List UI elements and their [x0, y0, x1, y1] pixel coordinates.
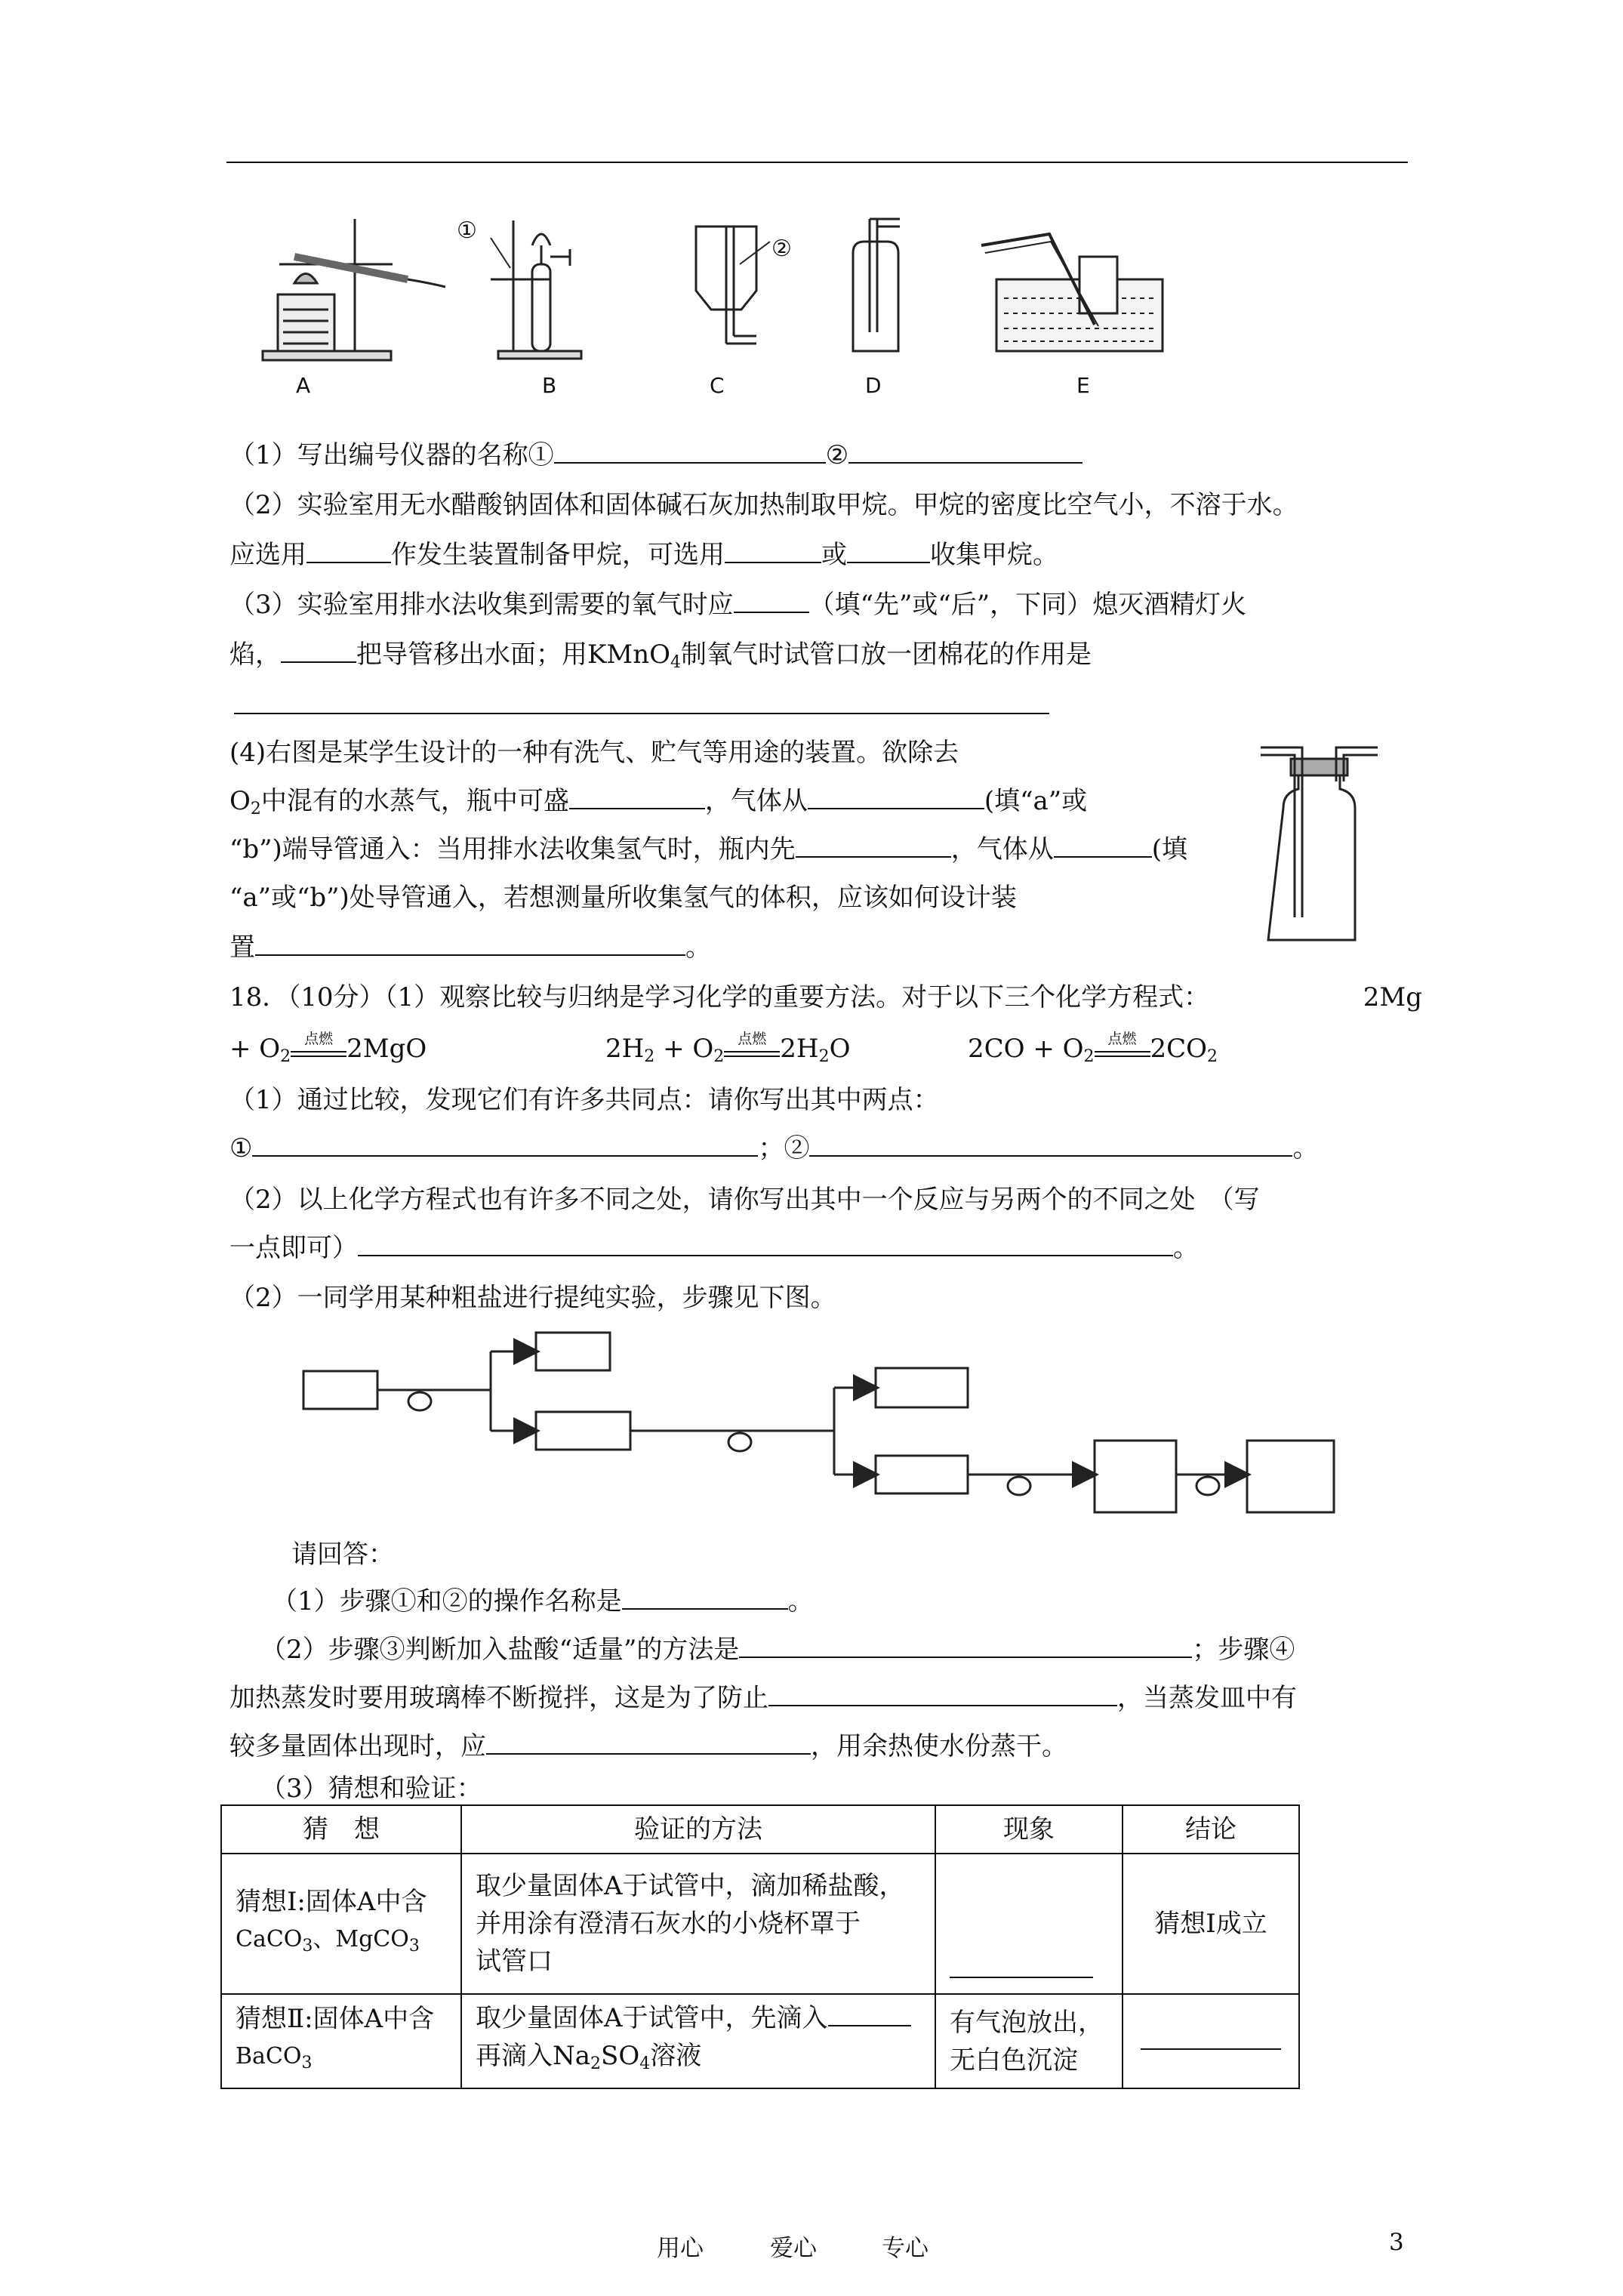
step-circle-1	[408, 1392, 431, 1410]
apparatus-a-drawing	[263, 219, 445, 360]
row1-conclusion: 猜想Ⅰ成立	[1123, 1854, 1299, 1994]
row1-method: 取少量固体A于试管中，滴加稀盐酸， 并用涂有澄清石灰水的小烧杯罩于 试管口	[461, 1854, 935, 1994]
q18-s3: （2）一同学用某种粗盐进行提纯实验，步骤见下图。	[229, 1283, 836, 1313]
step-circle-2	[728, 1433, 751, 1451]
answer-blank[interactable]	[809, 1130, 1292, 1157]
equation-1: + $O_2$ 点燃 2MgO	[229, 1031, 427, 1066]
apparatus-c-drawing	[696, 227, 770, 344]
q18-a3: 加热蒸发时要用玻璃棒不断搅拌，这是为了防止 ，当蒸发皿中有	[229, 1676, 1407, 1720]
apparatus-mark-2: ②	[771, 236, 792, 262]
answer-blank[interactable]	[950, 1951, 1093, 1978]
header-rule	[226, 162, 1408, 163]
q18-s1-answers: ① ；② 。	[229, 1126, 1407, 1170]
footer-item-3: 专心	[882, 2235, 929, 2262]
equation-3: $2CO + O_2$ 点燃 $2CO_2$	[968, 1031, 1218, 1066]
apparatus-d-drawing	[853, 219, 900, 351]
q18-a4: 较多量固体出现时，应 ，用余热使水份蒸干。	[229, 1724, 1407, 1768]
row1-phenomenon	[935, 1854, 1123, 1994]
answer-blank[interactable]	[847, 536, 930, 563]
apparatus-label-a: A	[296, 373, 311, 398]
q18-head: 18．（10分）（1）观察比较与归纳是学习化学的重要方法。对于以下三个化学方程式： 2Mg	[229, 982, 1422, 1012]
q18-s1: （1）通过比较，发现它们有许多共同点：请你写出其中两点：	[229, 1085, 939, 1115]
header-method: 验证的方法	[461, 1805, 935, 1854]
step-circle-4	[1196, 1477, 1219, 1495]
q17-part2-line1: （2）实验室用无水醋酸钠固体和固体碱石灰加热制取甲烷。甲烷的密度比空气小，不溶于水。	[229, 490, 1298, 520]
answer-blank[interactable]	[486, 1727, 811, 1755]
answer-blank[interactable]	[808, 782, 984, 809]
answer-blank[interactable]	[828, 1999, 911, 2026]
answer-blank[interactable]	[768, 1679, 1117, 1706]
row2-guess: 猜想Ⅱ:固体A中含 BaCO$_3$	[221, 1994, 461, 2088]
wash-bottle-figure	[1246, 725, 1397, 951]
flow-box-solution	[1095, 1441, 1176, 1512]
apparatus-label-d: D	[865, 373, 882, 398]
q18-a2: （2）步骤③判断加入盐酸“适量”的方法是 ；步骤④	[260, 1628, 1438, 1672]
flow-box-solid-a	[876, 1368, 968, 1407]
row2-method: 取少量固体A于试管中，先滴入 再滴入$Na_2SO_4$溶液	[461, 1994, 935, 2088]
q17-part3-answer-line[interactable]	[234, 713, 1049, 714]
footer-item-1: 用心	[657, 2235, 704, 2262]
flow-box-filtrate	[536, 1412, 630, 1450]
table-row	[221, 1854, 1299, 1994]
answer-blank[interactable]	[1054, 831, 1152, 858]
apparatus-figure	[249, 211, 1200, 408]
answer-blank[interactable]	[848, 436, 1083, 464]
answer-blank[interactable]	[796, 831, 951, 858]
q17-part4-line5: 置 。	[229, 926, 1407, 969]
q18-answer-head: 请回答：	[291, 1539, 394, 1570]
q18-s2-line2: 一点即可） 。	[229, 1226, 1407, 1270]
equation-2: $2H_2 + O_2$ 点燃 $2H_2O$	[605, 1031, 851, 1066]
answer-blank[interactable]	[569, 782, 705, 809]
row2-conclusion	[1123, 1994, 1299, 2088]
apparatus-e-drawing	[981, 234, 1163, 351]
q17-part4-line1: (4)右图是某学生设计的一种有洗气、贮气等用途的装置。欲除去	[229, 738, 959, 768]
footer-item-2: 爱心	[770, 2235, 817, 2262]
q17-part1: （1）写出编号仪器的名称① ②	[229, 433, 1407, 477]
flow-box-start	[303, 1371, 377, 1409]
q17-part4-line4: “a”或“b”)处导管通入，若想测量所收集氢气的体积，应该如何设计装	[229, 883, 1017, 913]
answer-blank[interactable]	[739, 1631, 1192, 1658]
answer-blank[interactable]	[255, 929, 685, 956]
q18-a5: （3）猜想和验证：	[260, 1774, 482, 1804]
header-guess: 猜 想	[221, 1805, 461, 1854]
answer-blank[interactable]	[358, 1229, 1173, 1256]
flow-box-product	[1247, 1441, 1334, 1512]
q17-part3-line1: （3）实验室用排水法收集到需要的氧气时应 （填“先”或“后”，下同）熄灭酒精灯火	[229, 583, 1407, 627]
answer-blank[interactable]	[622, 1583, 788, 1610]
row1-guess: 猜想Ⅰ:固体A中含 CaCO$_3$、MgCO$_3$	[221, 1854, 461, 1994]
q17-part4-line3: “b”)端导管通入：当用排水法收集氢气时，瓶内先 ，气体从 (填	[229, 827, 1407, 871]
q18-a1: （1）步骤①和②的操作名称是 。	[272, 1579, 1449, 1623]
flow-box-residue	[536, 1333, 610, 1370]
flow-box-filtrate-2	[876, 1456, 968, 1493]
row2-phenomenon: 有气泡放出， 无白色沉淀	[935, 1994, 1123, 2088]
apparatus-mark-1: ①	[457, 217, 477, 244]
header-conclusion: 结论	[1123, 1805, 1299, 1854]
apparatus-label-c: C	[710, 373, 725, 398]
q17-part4-line2: $O_2$中混有的水蒸气，瓶中可盛 ，气体从 (填“a”或	[229, 779, 1407, 831]
q18-equations	[229, 1027, 1407, 1079]
page-number: 3	[1389, 2229, 1404, 2256]
apparatus-label-b: B	[542, 373, 557, 398]
answer-blank[interactable]	[252, 1130, 758, 1157]
answer-blank[interactable]	[306, 536, 391, 563]
hypothesis-table	[220, 1804, 1300, 2089]
apparatus-label-e: E	[1076, 373, 1090, 398]
header-phenomenon: 现象	[935, 1805, 1123, 1854]
table-header-row	[221, 1805, 1299, 1854]
step-circle-3	[1008, 1477, 1030, 1495]
answer-blank[interactable]	[281, 636, 356, 663]
q18-s2-line1: （2）以上化学方程式也有许多不同之处，请你写出其中一个反应与另两个的不同之处 （写	[229, 1185, 1260, 1215]
answer-blank[interactable]	[725, 536, 821, 563]
purification-flowchart	[294, 1321, 1351, 1533]
answer-blank[interactable]	[734, 586, 809, 613]
answer-blank[interactable]	[1141, 2023, 1281, 2050]
q17-part3-line2: 焰， 把导管移出水面；用KMnO$_4$制氧气时试管口放一团棉花的作用是	[229, 633, 1407, 685]
table-row	[221, 1994, 1299, 2088]
answer-blank[interactable]	[554, 436, 826, 464]
apparatus-b-drawing	[491, 220, 581, 359]
q17-part2-line2: 应选用 作发生装置制备甲烷，可选用 或 收集甲烷。	[229, 533, 1407, 577]
